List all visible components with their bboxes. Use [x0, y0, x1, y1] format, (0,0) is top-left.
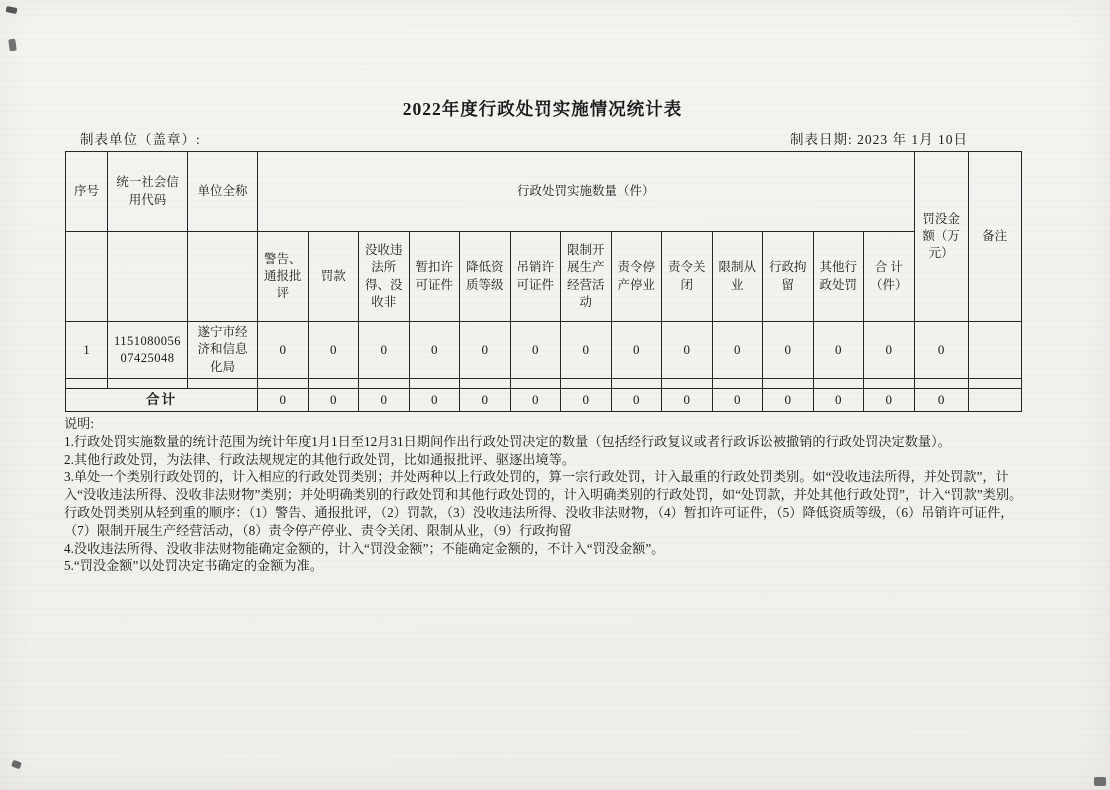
scan-artifact — [8, 39, 17, 52]
empty-cell — [712, 379, 763, 389]
scan-artifact — [5, 6, 17, 14]
col-header-quantity-group: 行政处罚实施数量（件） — [258, 152, 915, 232]
subcol-header-other — [813, 232, 864, 322]
prepared-by-label: 制表单位（盖章）: — [80, 132, 201, 147]
subcol-header-label: 罚款 — [320, 268, 346, 283]
total-remark-cell — [968, 389, 1021, 412]
value-cell: 0 — [813, 322, 864, 379]
subcol-header-suspend-license — [409, 232, 460, 322]
seq-cell: 1 — [66, 322, 108, 379]
empty-cell — [763, 379, 814, 389]
prepared-date: 制表日期: 2023 年 1月 10日 — [790, 132, 969, 147]
col-header-seq: 序号 — [66, 152, 108, 232]
credit-code-cell: 115108005607425048 — [108, 322, 188, 379]
value-cell: 0 — [763, 322, 814, 379]
subcol-header-label: 没收违法所得、没收非 — [364, 243, 403, 309]
empty-cell — [258, 379, 309, 389]
total-label-cell: 合计 — [66, 389, 258, 412]
total-value-cell: 0 — [561, 389, 612, 412]
value-cell: 0 — [561, 322, 612, 379]
scan-artifact — [11, 760, 22, 770]
col-header-unit-name: 单位全称 — [188, 152, 258, 232]
subcol-header-restrict-operations — [561, 232, 612, 322]
empty-cell — [359, 379, 410, 389]
header-row-1 — [66, 152, 1022, 232]
empty-cell — [460, 379, 511, 389]
total-value-cell: 0 — [611, 389, 662, 412]
subcol-header-confiscation — [359, 232, 410, 322]
subcol-header-label: 其他行政处罚 — [819, 260, 857, 292]
total-value-cell: 0 — [460, 389, 511, 412]
subcol-header-label: 责令关闭 — [667, 260, 706, 292]
empty-cell — [864, 379, 915, 389]
total-value-cell: 0 — [359, 389, 410, 412]
empty-cell — [611, 379, 662, 389]
subcol-header-label: 行政拘留 — [768, 260, 807, 292]
total-value-cell: 0 — [763, 389, 814, 412]
subcol-header-label: 限制从业 — [718, 260, 756, 292]
value-cell: 0 — [712, 322, 763, 379]
subcol-header-label: 合 计（件） — [870, 260, 908, 292]
notes-heading: 说明: — [64, 416, 95, 431]
empty-cell — [108, 379, 188, 389]
empty-cell — [66, 232, 108, 322]
value-cell: 0 — [359, 322, 410, 379]
page-title: 2022年度行政处罚实施情况统计表 — [402, 99, 683, 119]
empty-cell — [188, 232, 258, 322]
subcol-header-revoke-license — [510, 232, 561, 322]
amount-cell: 0 — [914, 322, 968, 379]
subcol-header-order-closure — [662, 232, 713, 322]
total-value-cell: 0 — [409, 389, 460, 412]
subcol-header-downgrade — [460, 232, 511, 322]
note-item: 3.单处一个类别行政处罚的，计入相应的行政处罚类别；并处两种以上行政处罚的，算一宗行政处罚，计入最重的行政处罚类别。如“没收违法所得，并处罚款”，计入“没收违法所得、没收非法财物”类别；并处明确类别的行政处罚和其他行政处罚的，计入明确类别的行政处罚，如“处罚款，并处其他行政处罚”，计入“罚款”类别。行政处罚类别从轻到重的顺序：（1）警告、通报批评，（2）罚款，（3）没收违法所得、没收非法财物，（4）暂扣许可证件，（5）降低资质等级，（6）吊销许可证件，（7）限制开展生产经营活动，（8）责令停产停业、责令关闭、限制从业，（9）行政拘留 — [64, 469, 1023, 538]
spacer-row — [66, 379, 1022, 389]
empty-cell — [561, 379, 612, 389]
total-value-cell: 0 — [308, 389, 359, 412]
note-item: 1.行政处罚实施数量的统计范围为统计年度1月1日至12月31日期间作出行政处罚决定的数量（包括经行政复议或者行政诉讼被撤销的行政处罚决定数量）。 — [64, 433, 951, 449]
table-row — [66, 322, 1022, 379]
total-row — [66, 389, 1022, 412]
subcol-header-warning — [258, 232, 309, 322]
subcol-header-restrict-employment — [712, 232, 763, 322]
empty-cell — [968, 379, 1021, 389]
remark-cell — [968, 322, 1021, 379]
subcol-header-halt-production — [611, 232, 662, 322]
total-value-cell: 0 — [712, 389, 763, 412]
unit-name-cell: 遂宁市经济和信息化局 — [188, 322, 258, 379]
statistics-table — [65, 151, 1022, 412]
subcol-header-label: 吊销许可证件 — [516, 260, 554, 292]
subcol-header-label: 降低资质等级 — [465, 260, 504, 292]
subcol-header-label: 限制开展生产经营活动 — [566, 243, 605, 309]
empty-cell — [510, 379, 561, 389]
value-cell: 0 — [611, 322, 662, 379]
empty-cell — [662, 379, 713, 389]
value-cell: 0 — [510, 322, 561, 379]
value-cell: 0 — [409, 322, 460, 379]
value-cell: 0 — [460, 322, 511, 379]
col-header-credit-code: 统一社会信用代码 — [108, 152, 188, 232]
value-cell: 0 — [662, 322, 713, 379]
subcol-header-detention — [763, 232, 814, 322]
value-cell: 0 — [258, 322, 309, 379]
scan-artifact — [1094, 777, 1106, 786]
note-item: 5.“罚没金额”以处罚决定书确定的金额为准。 — [64, 558, 323, 574]
col-header-amount: 罚没金额（万元） — [914, 152, 968, 322]
empty-cell — [66, 379, 108, 389]
note-item: 2.其他行政处罚，为法律、行政法规规定的其他行政处罚，比如通报批评、驱逐出境等。 — [64, 451, 576, 467]
header-row-2 — [66, 232, 1022, 322]
value-cell: 0 — [864, 322, 915, 379]
notes-section — [64, 415, 1028, 575]
note-item: 4.没收违法所得、没收非法财物能确定金额的，计入“罚没金额”；不能确定金额的，不计入“罚没金额”。 — [64, 540, 665, 556]
total-value-cell: 0 — [813, 389, 864, 412]
total-value-cell: 0 — [662, 389, 713, 412]
empty-cell — [409, 379, 460, 389]
total-value-cell: 0 — [258, 389, 309, 412]
subcol-header-fine — [308, 232, 359, 322]
value-cell: 0 — [308, 322, 359, 379]
subcol-header-label: 警告、通报批评 — [263, 251, 302, 301]
empty-cell — [108, 232, 188, 322]
subcol-header-label: 暂扣许可证件 — [415, 260, 453, 292]
empty-cell — [188, 379, 258, 389]
col-header-remark: 备注 — [968, 152, 1021, 322]
subcol-header-label: 责令停产停业 — [617, 260, 655, 292]
empty-cell — [914, 379, 968, 389]
total-value-cell: 0 — [510, 389, 561, 412]
empty-cell — [308, 379, 359, 389]
total-value-cell: 0 — [864, 389, 915, 412]
subcol-header-total-count — [864, 232, 915, 322]
total-amount-cell: 0 — [914, 389, 968, 412]
empty-cell — [813, 379, 864, 389]
